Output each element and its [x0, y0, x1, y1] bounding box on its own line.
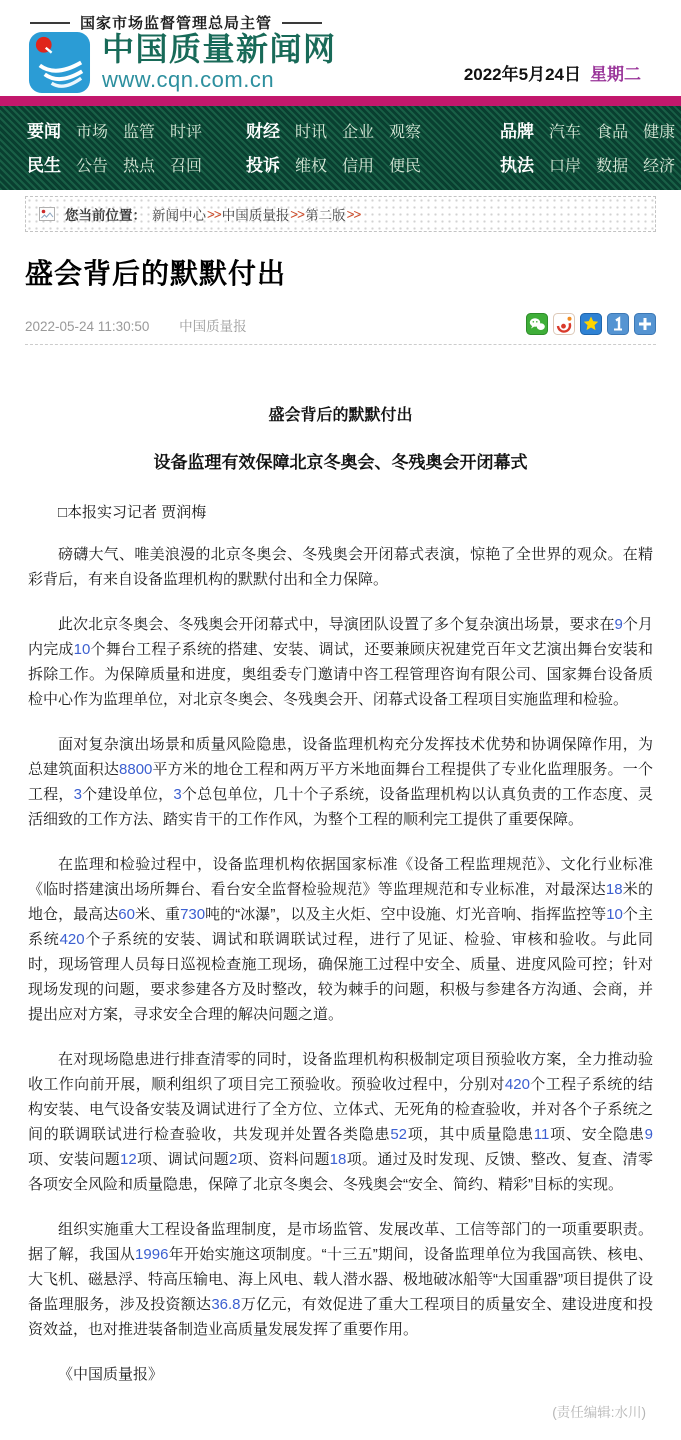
nav-group-brand [436, 106, 681, 190]
logo-text [102, 33, 337, 92]
publish-time: 2022-05-24 11:30:50 [25, 319, 150, 334]
body-heading: 盛会背后的默默付出 [268, 407, 413, 424]
tagline-dash [282, 22, 322, 24]
nav-item[interactable]: 时讯 [295, 124, 328, 141]
nav-lead-minsheng[interactable]: 民生 [27, 156, 61, 175]
header-date [464, 60, 641, 85]
nav-lead-tousu[interactable]: 投诉 [246, 156, 280, 175]
nav-lead-pinpai[interactable]: 品牌 [500, 122, 535, 141]
wechat-share-icon[interactable] [526, 313, 548, 335]
accent-bar [0, 96, 681, 106]
nav-item[interactable]: 公告 [76, 158, 109, 175]
nav-item[interactable]: 监管 [123, 124, 156, 141]
supervisor-tagline [0, 0, 681, 33]
article-meta-row [25, 313, 656, 345]
nav-item[interactable]: 便民 [389, 158, 422, 175]
nav-item[interactable]: 食品 [596, 124, 629, 141]
breadcrumb-separator: >> [207, 206, 221, 222]
nav-group-news [0, 106, 203, 190]
tagline-dash [30, 22, 70, 24]
more-share-icon[interactable] [634, 313, 656, 335]
nav-item[interactable]: 经济 [643, 158, 676, 175]
logo-badge-icon [28, 31, 91, 94]
paragraph: 在对现场隐患进行排查清零的同时，设备监理机构积极制定项目预验收方案，全力推动验收工作向前开展，顺利组织了项目完工预验收。预验收过程中，分别对420个工程子系统的结构安装、电气设备安装及调试进行了全方位、立体式、无死角的检查验收，并对各个子系统之间的联调联试进行检查验收，共发现并处置各类隐患52项，其中质量隐患11项、安全隐患9项、安装问题12项、调试问题2项、资料问题18项。通过及时发现、反馈、整改、复查、清零各项安全风险和质量隐患，保障了北京冬奥会、冬残奥会“安全、简约、精彩”目标的实现。 [28, 1051, 653, 1193]
nav-item[interactable]: 信用 [342, 158, 375, 175]
paragraph: 磅礴大气、唯美浪漫的北京冬奥会、冬残奥会开闭幕式表演，惊艳了全世界的观众。在精彩背后，有来自设备监理机构的默默付出和全力保障。 [28, 546, 653, 588]
broken-image-icon [39, 207, 55, 221]
share-toolbar [526, 313, 656, 335]
nav-item[interactable]: 观察 [389, 124, 422, 141]
nav-item[interactable]: 召回 [170, 158, 203, 175]
nav-group-finance [200, 106, 436, 190]
breadcrumb-item-quality-daily[interactable]: 中国质量报 [221, 208, 290, 223]
nav-item[interactable]: 企业 [342, 124, 375, 141]
site-header [0, 0, 681, 96]
breadcrumb-separator: >> [290, 206, 305, 222]
breadcrumb-item-page-two[interactable]: 第二版 [305, 208, 346, 223]
byline: □本报实习记者 贾润梅 [58, 504, 207, 521]
nav-item[interactable]: 健康 [643, 124, 676, 141]
paragraph: 在监理和检验过程中，设备监理机构依据国家标准《设备工程监理规范》、文化行业标准《临时搭建演出场所舞台、看台安全监督检验规范》等监理规范和专业标准，对最深达18米的地仓，最高达60米、重730吨的“冰瀑”，以及主火炬、空中设施、灯光音响、指挥监控等10个主系统420个子系统的安装、调试和联调联试过程，进行了见证、检验、审核和验收。与此同时，现场管理人员每日巡视检查施工现场，确保施工过程中安全、质量、进度风险可控；针对现场发现的问题，要求参建各方及时整改，较为棘手的问题，积极与参建各方沟通、会商，并提出应对方案，寻求安全合理的解决问题之道。 [28, 856, 653, 1023]
nav-item[interactable]: 口岸 [549, 158, 582, 175]
nav-item[interactable]: 时评 [170, 124, 203, 141]
article-body [28, 403, 653, 1387]
nav-lead-caijing[interactable]: 财经 [246, 122, 280, 141]
share-one-icon[interactable] [607, 313, 629, 335]
article-meta [25, 315, 247, 335]
article-title: 盛会背后的默默付出 [25, 258, 287, 289]
breadcrumb-item-news-center[interactable]: 新闻中心 [152, 208, 206, 223]
paragraph: 组织实施重大工程设备监理制度，是市场监管、发展改革、工信等部门的一项重要职责。据了解，我国从1996年开始实施这项制度。“十三五”期间，设备监理单位为我国高铁、核电、大飞机、磁悬浮、特高压输电、海上风电、载人潜水器、极地破冰船等“大国重器”项目提供了设备监理服务，涉及投资额达36.8万亿元，有效促进了重大工程项目的质量安全、建设进度和投资效益，也对推进装备制造业高质量发展发挥了重要作用。 [28, 1221, 653, 1338]
nav-item[interactable]: 汽车 [549, 124, 582, 141]
site-name: 中国质量新闻网 [102, 31, 337, 68]
breadcrumb-separator: >> [346, 206, 361, 222]
nav-item[interactable]: 维权 [295, 158, 328, 175]
weekday-text: 星期二 [590, 65, 641, 84]
nav-item[interactable]: 热点 [123, 158, 156, 175]
breadcrumb-label: 您当前位置： [65, 208, 146, 223]
nav-lead-zhifa[interactable]: 执法 [500, 156, 535, 175]
editor-note: (责任编辑:水川) [552, 1405, 646, 1420]
site-logo[interactable] [28, 31, 337, 94]
primary-nav [0, 106, 681, 190]
nav-item[interactable]: 市场 [76, 124, 109, 141]
nav-lead-yaowen[interactable]: 要闻 [27, 122, 61, 141]
nav-item[interactable]: 数据 [596, 158, 629, 175]
article-source: 中国质量报 [179, 319, 247, 334]
article-head [25, 252, 656, 345]
body-subheading: 设备监理有效保障北京冬奥会、冬残奥会开闭幕式 [153, 453, 528, 472]
paragraph: 此次北京冬奥会、冬残奥会开闭幕式中，导演团队设置了多个复杂演出场景，要求在9个月内完成10个舞台工程子系统的搭建、安装、调试，还要兼顾庆祝建党百年文艺演出舞台安装和拆除工作。为保障质量和进度，奥组委专门邀请中咨工程管理咨询有限公司、国家舞台设备质检中心作为监理单位，对北京冬奥会、冬残奥会开、闭幕式设备工程项目实施监理和检验。 [28, 616, 653, 708]
closing-source: 《中国质量报》 [58, 1366, 164, 1383]
weibo-share-icon[interactable] [553, 313, 575, 335]
breadcrumb [25, 196, 656, 232]
qzone-share-icon[interactable] [580, 313, 602, 335]
site-url: www.cqn.com.cn [102, 66, 275, 92]
paragraph: 面对复杂演出场景和质量风险隐患，设备监理机构充分发挥技术优势和协调保障作用，为总建筑面积达8800平方米的地仓工程和两万平方米地面舞台工程提供了专业化监理服务。一个工程，3个建设单位，3个总包单位，几十个子系统，设备监理机构以认真负责的工作态度、灵活细致的工作方法、踏实肯干的工作作风，为整个工程的顺利完工提供了重要保障。 [28, 736, 653, 828]
tagline-text: 国家市场监督管理总局主管 [80, 15, 273, 32]
date-text: 2022年5月24日 [463, 65, 581, 84]
